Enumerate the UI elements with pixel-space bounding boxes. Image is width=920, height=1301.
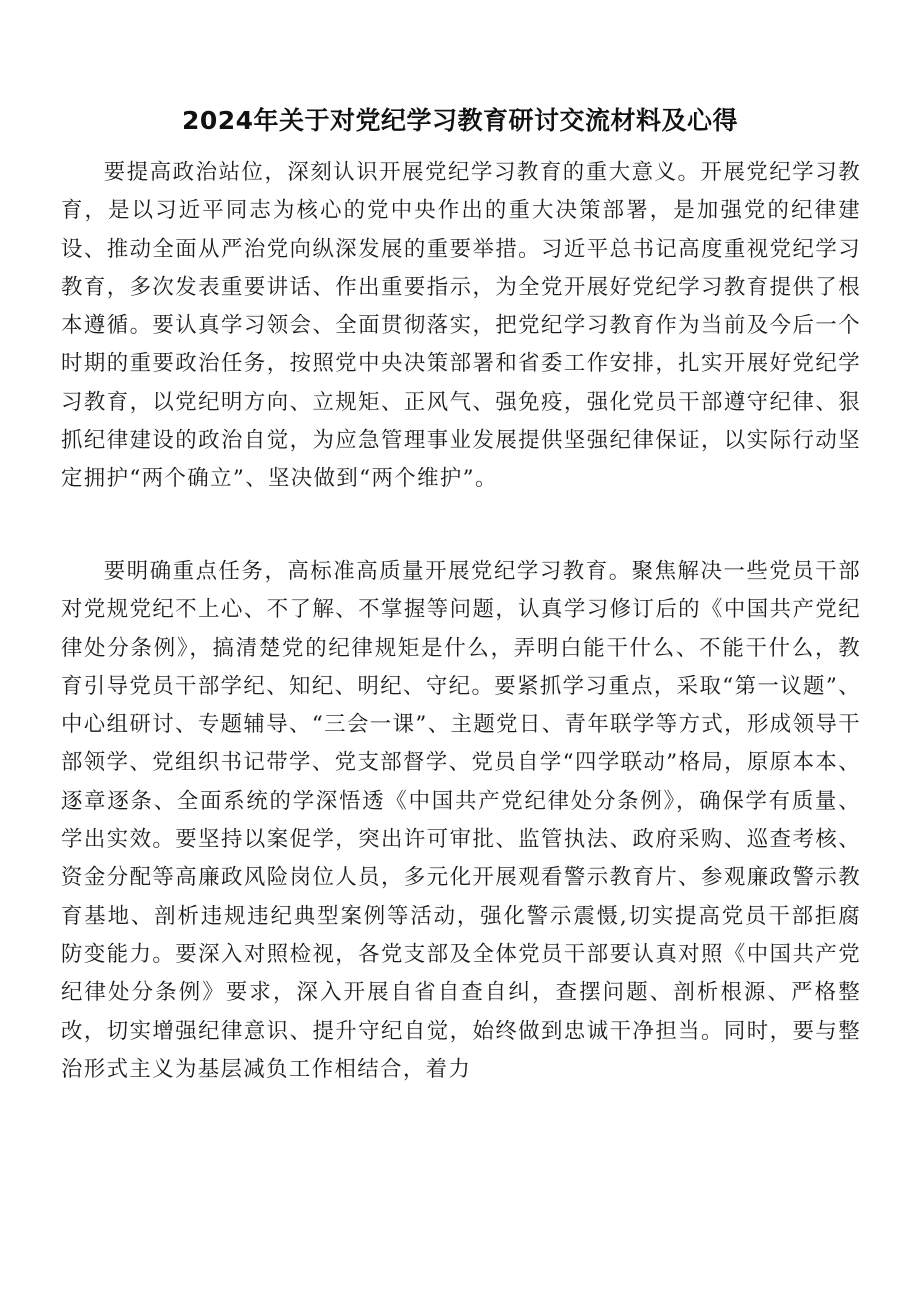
paragraph-key-tasks: 要明确重点任务，高标准高质量开展党纪学习教育。聚焦解决一些党员干部对党规党纪不上心、不了解、不掌握等问题，认真学习修订后的《中国共产党纪律处分条例》，搞清楚党的纪律规矩是什么，弄明白能干什么、不能干什么，教育引导党员干部学纪、知纪、明纪、守纪。要紧抓学习重点，采取“第一议题”、中心组研讨、专题辅导、“三会一课”、主题党日、青年联学等方式，形成领导干部领学、党组织书记带学、党支部督学、党员自学“四学联动”格局，原原本本、逐章逐条、全面系统的学深悟透《中国共产党纪律处分条例》，确保学有质量、学出实效。要坚持以案促学，突出许可审批、监管执法、政府采购、巡查考核、资金分配等高廉政风险岗位人员，多元化开展观看警示教育片、参观廉政警示教育基地、剖析违规违纪典型案例等活动，强化警示震慑,切实提高党员干部拒腐防变能力。要深入对照检视，各党支部及全体党员干部要认真对照《中国共产党纪律处分条例》要求，深入开展自省自查自纠，查摆问题、剖析根源、严格整改，切实增强纪律意识、提升守纪自觉，始终做到忠诚干净担当。同时，要与整治形式主义为基层减负工作相结合，着力 [61, 559, 861, 1082]
document-title: 2024年关于对党纪学习教育研讨交流材料及心得 [181, 105, 739, 135]
paragraph-political-stance: 要提高政治站位，深刻认识开展党纪学习教育的重大意义。开展党纪学习教育，是以习近平同志为核心的党中央作出的重大决策部署，是加强党的纪律建设、推动全面从严治党向纵深发展的重要举措。习近平总书记高度重视党纪学习教育，多次发表重要讲话、作出重要指示，为全党开展好党纪学习教育提供了根本遵循。要认真学习领会、全面贯彻落实，把党纪学习教育作为当前及今后一个时期的重要政治任务，按照党中央决策部署和省委工作安排，扎实开展好党纪学习教育，以党纪明方向、立规矩、正风气、强免疫，强化党员干部遵守纪律、狠抓纪律建设的政治自觉，为应急管理事业发展提供坚强纪律保证，以实际行动坚定拥护“两个确立”、坚决做到“两个维护”。 [61, 160, 861, 492]
